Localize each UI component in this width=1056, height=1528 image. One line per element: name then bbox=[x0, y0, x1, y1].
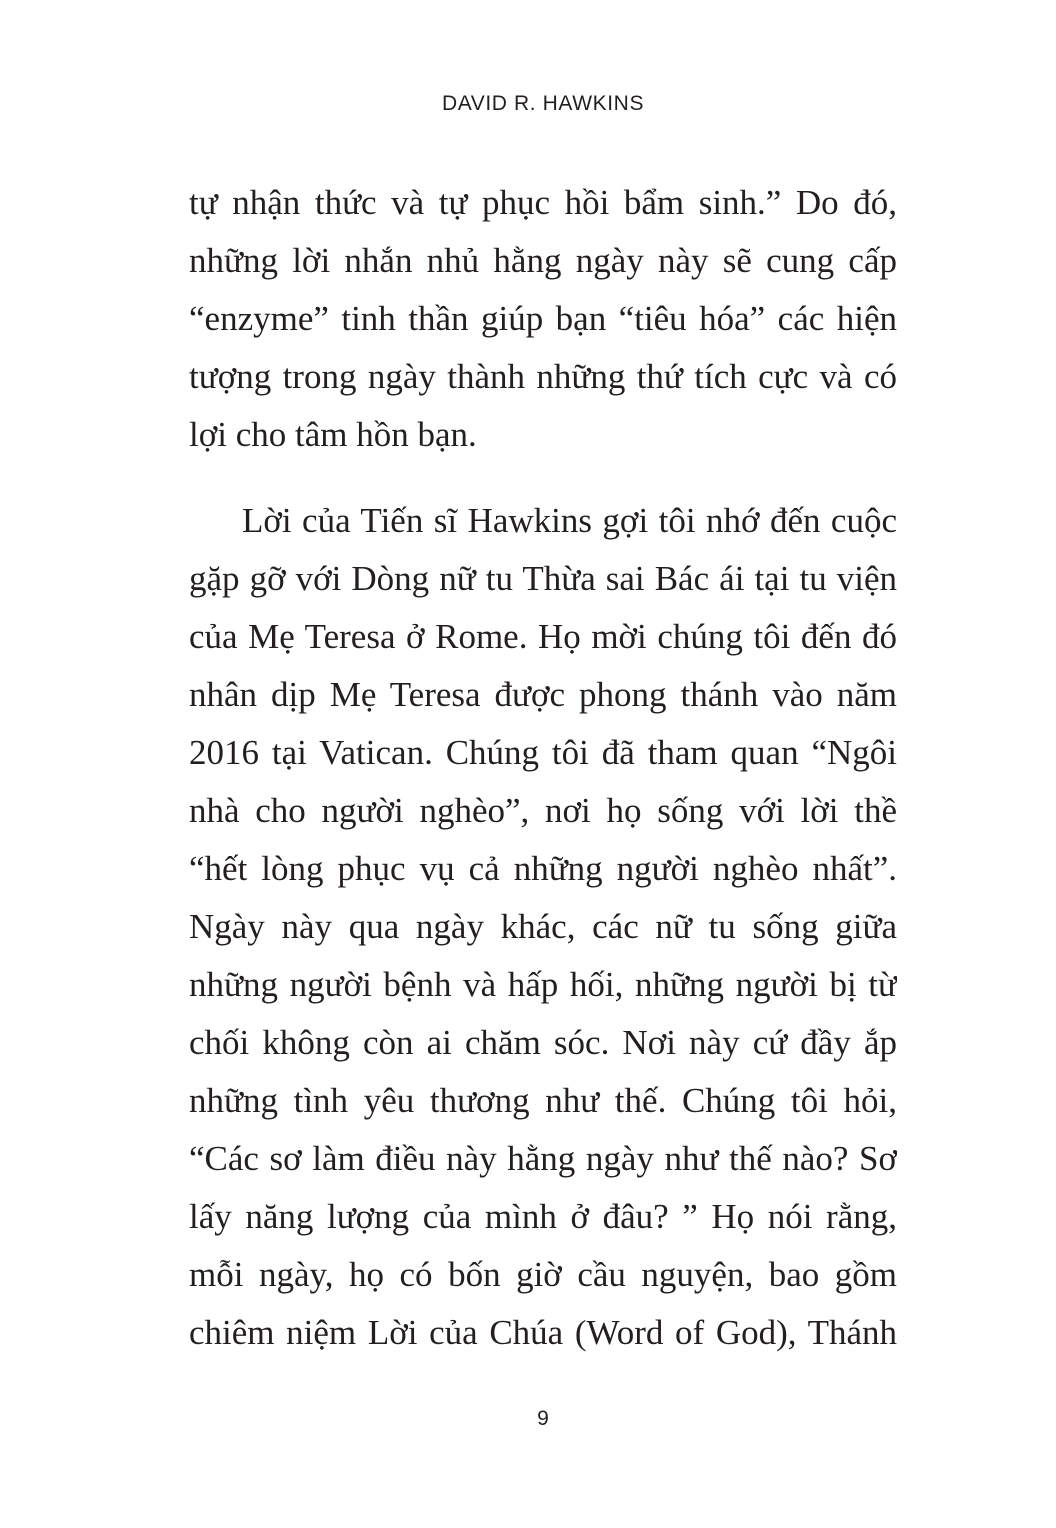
paragraph-2-line-12: “Các sơ làm điều này hằng ngày như thế nào? Sơ bbox=[189, 1139, 897, 1178]
paragraph-2-line-11: những tình yêu thương như thế. Chúng tôi hỏi, bbox=[189, 1081, 897, 1120]
paragraph-1-line-4: tượng trong ngày thành những thứ tích cực và có bbox=[189, 357, 897, 396]
paragraph-2-line-1: Lời của Tiến sĩ Hawkins gợi tôi nhớ đến cuộc bbox=[242, 501, 897, 540]
paragraph-2-line-5: 2016 tại Vatican. Chúng tôi đã tham quan “Ngôi bbox=[189, 733, 897, 772]
paragraph-gap bbox=[189, 464, 897, 492]
paragraph-2-line-14: mỗi ngày, họ có bốn giờ cầu nguyện, bao gồm bbox=[189, 1255, 897, 1294]
paragraph-2-line-13: lấy năng lượng của mình ở đâu? ” Họ nói rằng, bbox=[189, 1197, 897, 1236]
paragraph-2-line-9: những người bệnh và hấp hối, những người bị từ bbox=[189, 965, 897, 1004]
paragraph-2-line-2: gặp gỡ với Dòng nữ tu Thừa sai Bác ái tại tu viện bbox=[189, 559, 897, 598]
paragraph-2-line-8: Ngày này qua ngày khác, các nữ tu sống giữa bbox=[189, 907, 897, 946]
body-text bbox=[189, 174, 897, 1362]
paragraph-2-line-6: nhà cho người nghèo”, nơi họ sống với lời thề bbox=[189, 791, 897, 830]
paragraph-1-line-1: tự nhận thức và tự phục hồi bẩm sinh.” Do đó, bbox=[189, 183, 897, 222]
paragraph-2-line-10: chối không còn ai chăm sóc. Nơi này cứ đầy ắp bbox=[189, 1023, 897, 1062]
paragraph-1-line-5: lợi cho tâm hồn bạn. bbox=[189, 415, 477, 454]
paragraph-2-line-4: nhân dịp Mẹ Teresa được phong thánh vào năm bbox=[189, 675, 897, 714]
paragraph-1-line-2: những lời nhắn nhủ hằng ngày này sẽ cung cấp bbox=[189, 241, 897, 280]
page-number: 9 bbox=[537, 1407, 549, 1430]
running-header-author: DAVID R. HAWKINS bbox=[441, 92, 645, 115]
paragraph-1-line-3: “enzyme” tinh thần giúp bạn “tiêu hóa” các hiện bbox=[189, 299, 897, 338]
paragraph-2-line-15: chiêm niệm Lời của Chúa (Word of God), Thánh bbox=[189, 1313, 897, 1352]
paragraph-2-line-3: của Mẹ Teresa ở Rome. Họ mời chúng tôi đến đó bbox=[189, 617, 897, 656]
paragraph-2-line-7: “hết lòng phục vụ cả những người nghèo nhất”. bbox=[189, 849, 897, 888]
